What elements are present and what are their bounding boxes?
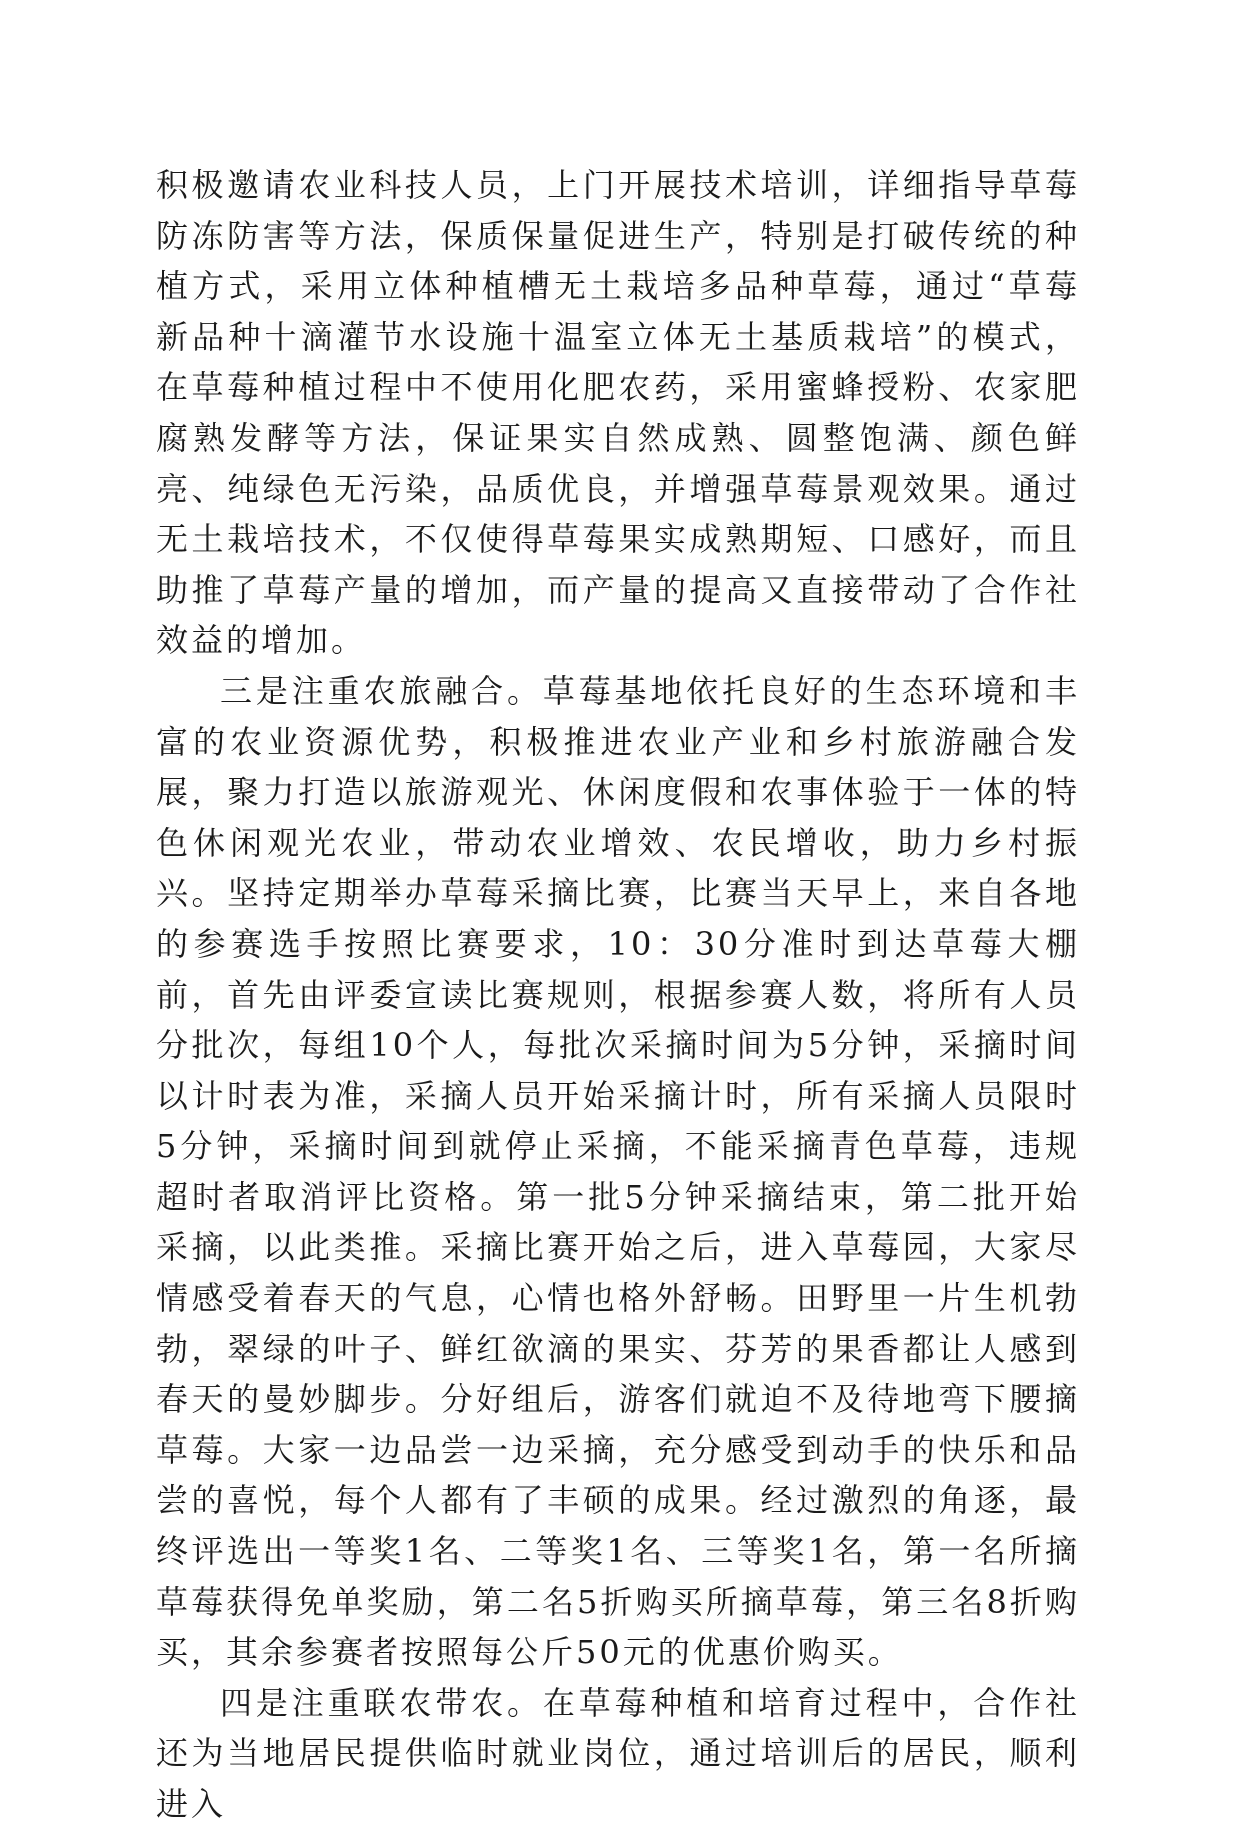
paragraph-continuation: 积极邀请农业科技人员，上门开展技术培训，详细指导草莓防冻防害等方法，保质保量促进生产，特别是打破传统的种植方式，采用立体种植槽无土栽培多品种草莓，通过“草莓新品种十滴灌节水设施十温室立体无土基质栽培”的模式，在草莓种植过程中不使用化肥农药，采用蜜蜂授粉、农家肥腐熟发酵等方法，保证果实自然成熟、圆整饱满、颜色鲜亮、纯绿色无污染，品质优良，并增强草莓景观效果。通过无土栽培技术，不仅使得草莓果实成熟期短、口感好，而且助推了草莓产量的增加，而产量的提高又直接带动了合作社效益的增加。 <box>156 166 1080 660</box>
document-page <box>156 160 1080 1830</box>
paragraph-farmer-linkage: 四是注重联农带农。在草莓种植和培育过程中，合作社还为当地居民提供临时就业岗位，通过培训后的居民，顺利进入 <box>156 1683 1080 1823</box>
paragraph-agritourism: 三是注重农旅融合。草莓基地依托良好的生态环境和丰富的农业资源优势，积极推进农业产业和乡村旅游融合发展，聚力打造以旅游观光、休闲度假和农事体验于一体的特色休闲观光农业，带动农业增效、农民增收，助力乡村振兴。坚持定期举办草莓采摘比赛，比赛当天早上，来自各地的参赛选手按照比赛要求，10：30分准时到达草莓大棚前，首先由评委宣读比赛规则，根据参赛人数，将所有人员分批次，每组10个人，每批次采摘时间为5分钟，采摘时间以计时表为准，采摘人员开始采摘计时，所有采摘人员限时5分钟，采摘时间到就停止采摘，不能采摘青色草莓，违规超时者取消评比资格。第一批5分钟采摘结束，第二批开始采摘，以此类推。采摘比赛开始之后，进入草莓园，大家尽情感受着春天的气息，心情也格外舒畅。田野里一片生机勃勃，翠绿的叶子、鲜红欲滴的果实、芬芳的果香都让人感到春天的曼妙脚步。分好组后，游客们就迫不及待地弯下腰摘草莓。大家一边品尝一边采摘，充分感受到动手的快乐和品尝的喜悦，每个人都有了丰硕的成果。经过激烈的角逐，最终评选出一等奖1名、二等奖1名、三等奖1名，第一名所摘草莓获得免单奖励，第二名5折购买所摘草莓，第三名8折购买，其余参赛者按照每公斤50元的优惠价购买。 <box>156 671 1080 1672</box>
